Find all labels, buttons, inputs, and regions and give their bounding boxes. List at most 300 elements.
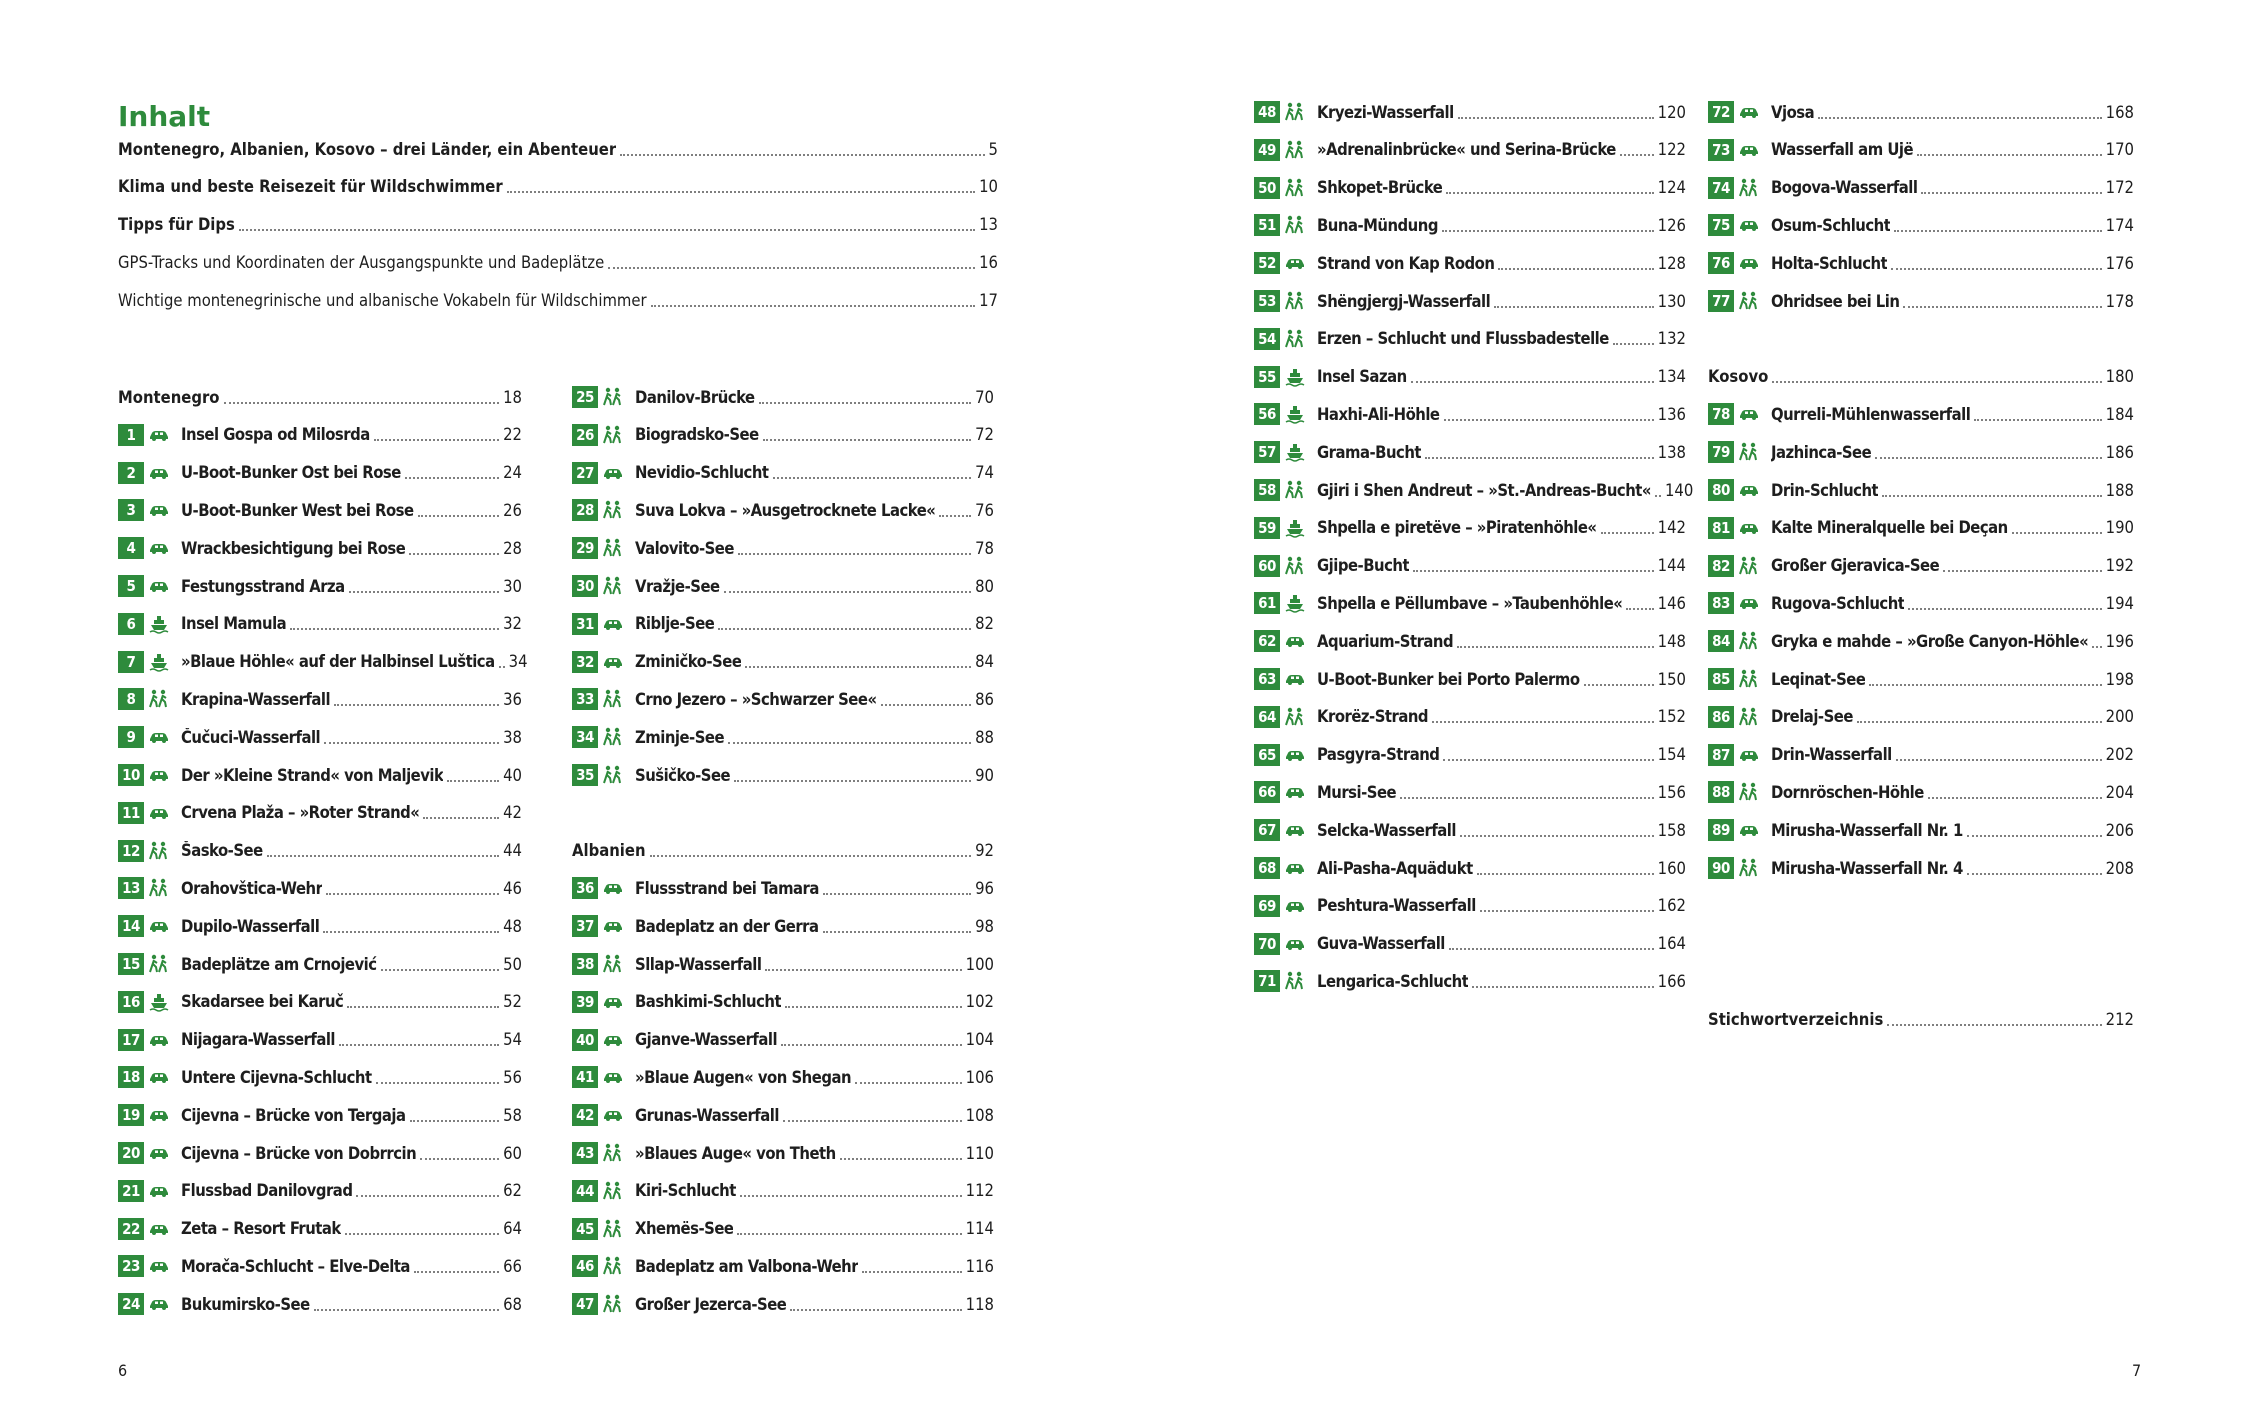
toc-entry[interactable] bbox=[1254, 741, 1686, 769]
entry-page-number: 80 bbox=[975, 576, 994, 596]
dot-leader bbox=[759, 401, 971, 404]
entry-label: Grunas-Wasserfall bbox=[635, 1105, 779, 1125]
entry-page-number: 24 bbox=[503, 463, 522, 483]
entry-label: Shëngjergj-Wasserfall bbox=[1317, 291, 1491, 311]
toc-entry[interactable] bbox=[118, 950, 522, 978]
entry-page-number: 192 bbox=[2105, 556, 2134, 576]
toc-entry[interactable] bbox=[1254, 400, 1686, 428]
toc-entry[interactable] bbox=[118, 799, 522, 827]
toc-entry[interactable] bbox=[1254, 438, 1686, 466]
entry-number-badge: 77 bbox=[1708, 290, 1734, 312]
page-number-left: 6 bbox=[118, 1361, 128, 1380]
dot-leader bbox=[324, 741, 499, 744]
toc-entry[interactable] bbox=[1708, 249, 2134, 277]
dot-leader bbox=[1772, 380, 2101, 383]
dot-leader bbox=[1432, 720, 1654, 723]
car-icon bbox=[147, 1104, 171, 1126]
dot-leader bbox=[381, 968, 500, 971]
entry-label: Insel Sazan bbox=[1317, 367, 1407, 387]
entry-label: Gjanve-Wasserfall bbox=[635, 1030, 778, 1050]
dot-leader bbox=[356, 1194, 499, 1197]
entry-page-number: 128 bbox=[1657, 253, 1686, 273]
entry-number-badge: 12 bbox=[118, 840, 144, 862]
car-icon bbox=[601, 877, 625, 899]
toc-entry[interactable] bbox=[1708, 136, 2134, 164]
entry-number-badge: 24 bbox=[118, 1293, 144, 1315]
toc-entry[interactable] bbox=[1708, 778, 2134, 806]
toc-entry[interactable] bbox=[1708, 703, 2134, 731]
entry-label: Vjosa bbox=[1771, 102, 1815, 122]
car-icon bbox=[1283, 744, 1307, 766]
toc-entry[interactable] bbox=[118, 723, 522, 751]
car-icon bbox=[1737, 214, 1761, 236]
entry-number-badge: 62 bbox=[1254, 630, 1280, 652]
toc-entry[interactable] bbox=[118, 648, 528, 676]
dot-leader bbox=[1584, 683, 1654, 686]
entry-page-number: 72 bbox=[975, 425, 994, 445]
entry-number-badge: 3 bbox=[118, 499, 144, 521]
toc-entry[interactable] bbox=[572, 1215, 994, 1243]
toc-entry[interactable] bbox=[1708, 400, 2134, 428]
dot-leader bbox=[1967, 834, 2102, 837]
dot-leader bbox=[374, 438, 499, 441]
toc-entry[interactable] bbox=[1254, 363, 1686, 391]
entry-number-badge: 72 bbox=[1708, 101, 1734, 123]
hiker-icon bbox=[1737, 441, 1761, 463]
entry-number-badge: 32 bbox=[572, 651, 598, 673]
entry-label: Zeta – Resort Frutak bbox=[181, 1219, 341, 1239]
car-icon bbox=[1283, 857, 1307, 879]
dot-leader bbox=[314, 1308, 499, 1311]
boat-icon bbox=[1283, 517, 1307, 539]
entry-label: Čučuci-Wasserfall bbox=[181, 727, 321, 747]
car-icon bbox=[147, 1293, 171, 1315]
car-icon bbox=[1737, 479, 1761, 501]
toc-entry[interactable] bbox=[572, 761, 994, 789]
entry-label: Erzen – Schlucht und Flussbadestelle bbox=[1317, 329, 1609, 349]
dot-leader bbox=[323, 930, 499, 933]
entry-page-number: 30 bbox=[503, 576, 522, 596]
entry-label: Mirusha-Wasserfall Nr. 4 bbox=[1771, 858, 1963, 878]
entry-number-badge: 22 bbox=[118, 1218, 144, 1240]
toc-entry[interactable] bbox=[1254, 136, 1686, 164]
toc-entry[interactable] bbox=[118, 761, 522, 789]
car-icon bbox=[1737, 592, 1761, 614]
entry-page-number: 118 bbox=[965, 1294, 994, 1314]
entry-number-badge: 20 bbox=[118, 1142, 144, 1164]
entry-number-badge: 34 bbox=[572, 726, 598, 748]
page-title: Inhalt bbox=[118, 100, 211, 133]
toc-entry[interactable] bbox=[1708, 665, 2134, 693]
hiker-icon bbox=[1283, 139, 1307, 161]
car-icon bbox=[147, 1066, 171, 1088]
toc-entry[interactable] bbox=[118, 1063, 522, 1091]
entry-number-badge: 88 bbox=[1708, 781, 1734, 803]
hiker-icon bbox=[1283, 328, 1307, 350]
entry-page-number: 198 bbox=[2105, 669, 2134, 689]
dot-leader bbox=[790, 1308, 961, 1311]
toc-entry[interactable] bbox=[572, 496, 994, 524]
toc-entry[interactable] bbox=[1254, 325, 1686, 353]
entry-page-number: 136 bbox=[1657, 404, 1686, 424]
toc-entry[interactable] bbox=[572, 648, 994, 676]
toc-entry[interactable] bbox=[1708, 816, 2134, 844]
entry-number-badge: 67 bbox=[1254, 819, 1280, 841]
hiker-icon bbox=[601, 726, 625, 748]
toc-entry[interactable] bbox=[1254, 930, 1686, 958]
car-icon bbox=[1737, 139, 1761, 161]
toc-entry[interactable] bbox=[1254, 249, 1686, 277]
dot-leader bbox=[1903, 305, 2101, 308]
dot-leader bbox=[1411, 380, 1654, 383]
toc-entry[interactable] bbox=[572, 1252, 994, 1280]
entry-page-number: 10 bbox=[979, 177, 998, 197]
toc-entry[interactable] bbox=[572, 912, 994, 940]
car-icon bbox=[1737, 819, 1761, 841]
boat-icon bbox=[1283, 441, 1307, 463]
entry-page-number: 176 bbox=[2105, 253, 2134, 273]
toc-intro-entry[interactable] bbox=[118, 173, 998, 201]
car-icon bbox=[147, 802, 171, 824]
hiker-icon bbox=[1737, 630, 1761, 652]
toc-entry[interactable] bbox=[1708, 514, 2134, 542]
entry-page-number: 184 bbox=[2105, 404, 2134, 424]
entry-page-number: 92 bbox=[975, 841, 994, 861]
toc-entry[interactable] bbox=[1708, 174, 2134, 202]
toc-entry[interactable] bbox=[118, 421, 522, 449]
car-icon bbox=[601, 651, 625, 673]
entry-label: Sušičko-See bbox=[635, 765, 731, 785]
hiker-icon bbox=[601, 1142, 625, 1164]
entry-label: Sllap-Wasserfall bbox=[635, 954, 762, 974]
entry-page-number: 158 bbox=[1657, 820, 1686, 840]
toc-entry[interactable] bbox=[1254, 174, 1686, 202]
car-icon bbox=[1283, 895, 1307, 917]
dot-leader bbox=[765, 968, 961, 971]
entry-page-number: 98 bbox=[975, 916, 994, 936]
entry-page-number: 66 bbox=[503, 1256, 522, 1276]
toc-section[interactable] bbox=[118, 383, 522, 411]
dot-leader bbox=[763, 438, 971, 441]
entry-number-badge: 42 bbox=[572, 1104, 598, 1126]
toc-entry[interactable] bbox=[118, 837, 522, 865]
entry-label: Shpella e Pëllumbave – »Taubenhöhle« bbox=[1317, 593, 1623, 613]
dot-leader bbox=[1857, 720, 2102, 723]
toc-section[interactable] bbox=[1708, 1005, 2134, 1033]
entry-label: Nijagara-Wasserfall bbox=[181, 1030, 336, 1050]
toc-entry[interactable] bbox=[118, 1177, 522, 1205]
dot-leader bbox=[773, 476, 972, 479]
entry-number-badge: 74 bbox=[1708, 177, 1734, 199]
entry-page-number: 142 bbox=[1657, 518, 1686, 538]
dot-leader bbox=[724, 590, 971, 593]
entry-label: Gryka e mahde – »Große Canyon-Höhle« bbox=[1771, 631, 2089, 651]
toc-entry[interactable] bbox=[572, 1177, 994, 1205]
entry-page-number: 114 bbox=[965, 1219, 994, 1239]
hiker-icon bbox=[1737, 706, 1761, 728]
dot-leader bbox=[1480, 909, 1654, 912]
toc-entry[interactable] bbox=[118, 496, 522, 524]
dot-leader bbox=[414, 1270, 499, 1273]
hiker-icon bbox=[1283, 970, 1307, 992]
toc-entry[interactable] bbox=[1708, 98, 2134, 126]
entry-number-badge: 18 bbox=[118, 1066, 144, 1088]
dot-leader bbox=[405, 476, 499, 479]
toc-entry[interactable] bbox=[118, 1101, 522, 1129]
toc-entry[interactable] bbox=[572, 874, 994, 902]
entry-label: Kosovo bbox=[1708, 367, 1769, 387]
entry-number-badge: 66 bbox=[1254, 781, 1280, 803]
entry-page-number: 146 bbox=[1657, 593, 1686, 613]
boat-icon bbox=[147, 991, 171, 1013]
dot-leader bbox=[650, 854, 972, 857]
entry-label: GPS-Tracks und Koordinaten der Ausgangspunkte und Badeplätze bbox=[118, 252, 605, 272]
toc-entry[interactable] bbox=[1708, 589, 2134, 617]
entry-number-badge: 4 bbox=[118, 537, 144, 559]
dot-leader bbox=[1457, 645, 1654, 648]
toc-entry[interactable] bbox=[1254, 98, 1686, 126]
toc-entry[interactable] bbox=[118, 1215, 522, 1243]
toc-entry[interactable] bbox=[1708, 476, 2134, 504]
entry-page-number: 40 bbox=[503, 765, 522, 785]
hiker-icon bbox=[147, 688, 171, 710]
entry-label: Pasgyra-Strand bbox=[1317, 745, 1440, 765]
entry-label: Suva Lokva – »Ausgetrocknete Lacke« bbox=[635, 500, 936, 520]
toc-entry[interactable] bbox=[1254, 589, 1686, 617]
toc-entry[interactable] bbox=[1254, 854, 1686, 882]
entry-label: Dupilo-Wasserfall bbox=[181, 916, 320, 936]
entry-number-badge: 90 bbox=[1708, 857, 1734, 879]
entry-page-number: 212 bbox=[2105, 1009, 2134, 1029]
entry-number-badge: 57 bbox=[1254, 441, 1280, 463]
toc-entry[interactable] bbox=[572, 421, 994, 449]
entry-label: Kiri-Schlucht bbox=[635, 1181, 736, 1201]
toc-entry[interactable] bbox=[572, 988, 994, 1016]
toc-intro-entry[interactable] bbox=[118, 135, 998, 163]
toc-entry[interactable] bbox=[572, 950, 994, 978]
toc-entry[interactable] bbox=[572, 459, 994, 487]
toc-entry[interactable] bbox=[118, 1290, 522, 1318]
toc-entry[interactable] bbox=[572, 723, 994, 751]
dot-leader bbox=[1449, 947, 1654, 950]
dot-leader bbox=[1444, 418, 1654, 421]
entry-label: Drin-Schlucht bbox=[1771, 480, 1879, 500]
entry-page-number: 112 bbox=[965, 1181, 994, 1201]
dot-leader bbox=[420, 1157, 499, 1160]
toc-entry[interactable] bbox=[1254, 967, 1686, 995]
toc-entry[interactable] bbox=[1708, 287, 2134, 315]
dot-leader bbox=[1446, 191, 1653, 194]
entry-number-badge: 81 bbox=[1708, 517, 1734, 539]
car-icon bbox=[601, 613, 625, 635]
toc-entry[interactable] bbox=[118, 572, 522, 600]
dot-leader bbox=[1620, 153, 1654, 156]
entry-page-number: 190 bbox=[2105, 518, 2134, 538]
dot-leader bbox=[1818, 116, 2102, 119]
dot-leader bbox=[608, 266, 975, 269]
toc-entry[interactable] bbox=[1708, 438, 2134, 466]
entry-label: Wasserfall am Ujë bbox=[1771, 140, 1914, 160]
toc-entry[interactable] bbox=[118, 685, 522, 713]
entry-number-badge: 29 bbox=[572, 537, 598, 559]
entry-page-number: 178 bbox=[2105, 291, 2134, 311]
dot-leader bbox=[783, 1119, 962, 1122]
entry-number-badge: 84 bbox=[1708, 630, 1734, 652]
entry-page-number: 194 bbox=[2105, 593, 2134, 613]
entry-label: Dornröschen-Höhle bbox=[1771, 782, 1924, 802]
car-icon bbox=[1283, 819, 1307, 841]
toc-entry[interactable] bbox=[572, 685, 994, 713]
entry-number-badge: 44 bbox=[572, 1180, 598, 1202]
entry-label: Crvena Plaža – »Roter Strand« bbox=[181, 803, 420, 823]
entry-label: Jazhinca-See bbox=[1771, 442, 1872, 462]
toc-entry[interactable] bbox=[572, 1290, 994, 1318]
toc-entry[interactable] bbox=[118, 459, 522, 487]
car-icon bbox=[147, 1255, 171, 1277]
entry-number-badge: 49 bbox=[1254, 139, 1280, 161]
entry-number-badge: 78 bbox=[1708, 403, 1734, 425]
toc-entry[interactable] bbox=[572, 383, 994, 411]
toc-entry[interactable] bbox=[1708, 211, 2134, 239]
hiker-icon bbox=[1737, 290, 1761, 312]
dot-leader bbox=[499, 665, 505, 668]
entry-number-badge: 89 bbox=[1708, 819, 1734, 841]
entry-page-number: 32 bbox=[503, 614, 522, 634]
toc-entry[interactable] bbox=[572, 572, 994, 600]
toc-entry[interactable] bbox=[572, 534, 994, 562]
toc-entry[interactable] bbox=[1254, 627, 1686, 655]
toc-entry[interactable] bbox=[118, 1026, 522, 1054]
toc-entry[interactable] bbox=[1254, 778, 1686, 806]
dot-leader bbox=[224, 401, 500, 404]
entry-page-number: 138 bbox=[1657, 442, 1686, 462]
entry-page-number: 34 bbox=[508, 652, 528, 672]
dot-leader bbox=[1458, 116, 1654, 119]
car-icon bbox=[147, 1180, 171, 1202]
dot-leader bbox=[1917, 153, 2102, 156]
car-icon bbox=[601, 991, 625, 1013]
toc-entry[interactable] bbox=[1254, 211, 1686, 239]
toc-entry[interactable] bbox=[1254, 703, 1686, 731]
toc-entry[interactable] bbox=[118, 1139, 522, 1167]
toc-intro-entry[interactable] bbox=[118, 248, 998, 276]
entry-number-badge: 25 bbox=[572, 386, 598, 408]
hiker-icon bbox=[601, 688, 625, 710]
entry-label: Der »Kleine Strand« von Maljevik bbox=[181, 765, 444, 785]
boat-icon bbox=[1283, 592, 1307, 614]
toc-intro-entry[interactable] bbox=[118, 286, 998, 314]
toc-entry[interactable] bbox=[1254, 514, 1686, 542]
dot-leader bbox=[290, 627, 499, 630]
toc-entry[interactable] bbox=[1254, 552, 1686, 580]
toc-entry[interactable] bbox=[118, 988, 522, 1016]
entry-number-badge: 71 bbox=[1254, 970, 1280, 992]
toc-entry[interactable] bbox=[572, 1063, 994, 1091]
entry-page-number: 68 bbox=[503, 1294, 522, 1314]
entry-page-number: 120 bbox=[1657, 102, 1686, 122]
entry-label: Tipps für Dips bbox=[118, 215, 235, 235]
toc-entry[interactable] bbox=[1254, 476, 1694, 504]
entry-label: Lengarica-Schlucht bbox=[1317, 971, 1469, 991]
toc-entry[interactable] bbox=[118, 1252, 522, 1280]
toc-entry[interactable] bbox=[1254, 287, 1686, 315]
toc-entry[interactable] bbox=[118, 534, 522, 562]
entry-label: Xhemës-See bbox=[635, 1219, 734, 1239]
entry-number-badge: 39 bbox=[572, 991, 598, 1013]
entry-label: Buna-Mündung bbox=[1317, 215, 1438, 235]
toc-entry[interactable] bbox=[572, 1139, 994, 1167]
toc-entry[interactable] bbox=[1708, 741, 2134, 769]
entry-page-number: 196 bbox=[2105, 631, 2134, 651]
boat-icon bbox=[1283, 366, 1307, 388]
entry-label: Selcka-Wasserfall bbox=[1317, 820, 1456, 840]
entry-page-number: 60 bbox=[503, 1143, 522, 1163]
entry-label: Mirusha-Wasserfall Nr. 1 bbox=[1771, 820, 1963, 840]
entry-page-number: 154 bbox=[1657, 745, 1686, 765]
hiker-icon bbox=[601, 499, 625, 521]
toc-entry[interactable] bbox=[1254, 665, 1686, 693]
toc-entry[interactable] bbox=[1708, 552, 2134, 580]
entry-number-badge: 37 bbox=[572, 915, 598, 937]
entry-number-badge: 28 bbox=[572, 499, 598, 521]
entry-label: Crno Jezero – »Schwarzer See« bbox=[635, 689, 877, 709]
toc-entry[interactable] bbox=[1708, 627, 2134, 655]
entry-number-badge: 56 bbox=[1254, 403, 1280, 425]
dot-leader bbox=[855, 1081, 962, 1084]
hiker-icon bbox=[601, 575, 625, 597]
dot-leader bbox=[349, 590, 499, 593]
toc-entry[interactable] bbox=[1254, 892, 1686, 920]
entry-page-number: 70 bbox=[975, 387, 994, 407]
entry-label: Gjipe-Bucht bbox=[1317, 556, 1410, 576]
toc-intro-entry[interactable] bbox=[118, 211, 998, 239]
entry-label: Shpella e piretëve – »Piratenhöhle« bbox=[1317, 518, 1597, 538]
car-icon bbox=[147, 499, 171, 521]
toc-entry[interactable] bbox=[118, 874, 522, 902]
toc-entry[interactable] bbox=[118, 610, 522, 638]
toc-section[interactable] bbox=[1708, 363, 2134, 391]
car-icon bbox=[601, 462, 625, 484]
entry-label: Zminje-See bbox=[635, 727, 725, 747]
toc-entry[interactable] bbox=[572, 1101, 994, 1129]
toc-entry[interactable] bbox=[1708, 854, 2134, 882]
entry-page-number: 44 bbox=[503, 841, 522, 861]
entry-page-number: 52 bbox=[503, 992, 522, 1012]
toc-entry[interactable] bbox=[118, 912, 522, 940]
entry-label: Wrackbesichtigung bei Rose bbox=[181, 538, 406, 558]
entry-page-number: 96 bbox=[975, 878, 994, 898]
entry-page-number: 100 bbox=[965, 954, 994, 974]
dot-leader bbox=[1626, 607, 1653, 610]
entry-number-badge: 51 bbox=[1254, 214, 1280, 236]
dot-leader bbox=[745, 665, 971, 668]
entry-label: Kryezi-Wasserfall bbox=[1317, 102, 1454, 122]
entry-label: Großer Jezerca-See bbox=[635, 1294, 787, 1314]
entry-number-badge: 33 bbox=[572, 688, 598, 710]
toc-entry[interactable] bbox=[1254, 816, 1686, 844]
toc-section[interactable] bbox=[572, 837, 994, 865]
entry-page-number: 170 bbox=[2105, 140, 2134, 160]
toc-entry[interactable] bbox=[572, 610, 994, 638]
entry-number-badge: 15 bbox=[118, 953, 144, 975]
entry-page-number: 64 bbox=[503, 1219, 522, 1239]
entry-page-number: 180 bbox=[2105, 367, 2134, 387]
toc-entry[interactable] bbox=[572, 1026, 994, 1054]
dot-leader bbox=[1875, 456, 2101, 459]
entry-page-number: 22 bbox=[503, 425, 522, 445]
dot-leader bbox=[326, 892, 499, 895]
entry-label: Qurreli-Mühlenwasserfall bbox=[1771, 404, 1971, 424]
